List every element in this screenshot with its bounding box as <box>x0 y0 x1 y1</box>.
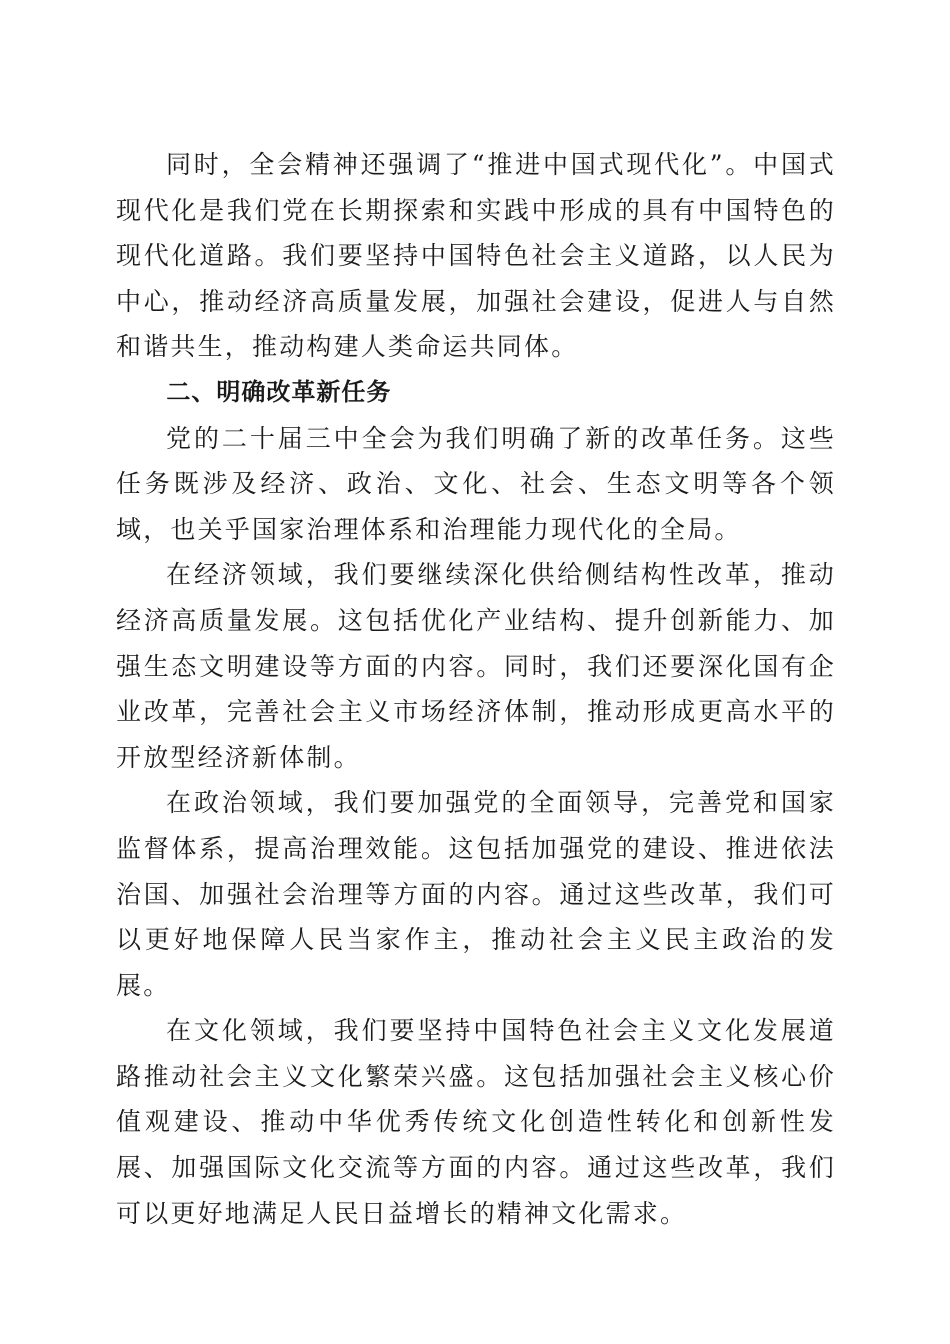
paragraph-modernization: 同时，全会精神还强调了“推进中国式现代化”。中国式现代化是我们党在长期探索和实践中形成的具有中国特色的现代化道路。我们要坚持中国特色社会主义道路，以人民为中心，推动经济高质量发展，加强社会建设，促进人与自然和谐共生，推动构建人类命运共同体。 <box>116 150 836 362</box>
paragraph-economic-field: 在经济领域，我们要继续深化供给侧结构性改革，推动经济高质量发展。这包括优化产业结构、提升创新能力、加强生态文明建设等方面的内容。同时，我们还要深化国有企业改革，完善社会主义市场经济体制，推动形成更高水平的开放型经济新体制。 <box>116 560 836 772</box>
paragraph-cultural-field: 在文化领域，我们要坚持中国特色社会主义文化发展道路推动社会主义文化繁荣兴盛。这包括加强社会主义核心价值观建设、推动中华优秀传统文化创造性转化和创新性发展、加强国际文化交流等方面的内容。通过这些改革，我们可以更好地满足人民日益增长的精神文化需求。 <box>116 1016 836 1228</box>
section-heading-reform-tasks: 二、明确改革新任务 <box>166 377 392 406</box>
paragraph-reform-overview: 党的二十届三中全会为我们明确了新的改革任务。这些任务既涉及经济、政治、文化、社会、生态文明等各个领域，也关乎国家治理体系和治理能力现代化的全局。 <box>116 423 836 544</box>
document-page <box>116 142 836 1236</box>
paragraph-political-field: 在政治领域，我们要加强党的全面领导，完善党和国家监督体系，提高治理效能。这包括加强党的建设、推进依法治国、加强社会治理等方面的内容。通过这些改革，我们可以更好地保障人民当家作主，推动社会主义民主政治的发展。 <box>116 788 836 1000</box>
